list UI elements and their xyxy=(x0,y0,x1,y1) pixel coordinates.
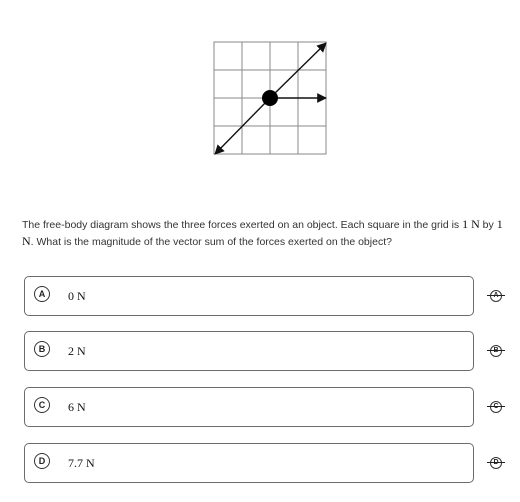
answer-choice-a[interactable] xyxy=(24,276,474,316)
answer-choice-c[interactable] xyxy=(24,387,474,427)
question-text xyxy=(22,216,517,250)
grid-unit-height: 1 N xyxy=(22,217,503,248)
grid-unit-width: 1 N xyxy=(462,217,480,231)
free-body-diagram xyxy=(208,36,336,164)
eliminate-choice-b-button[interactable] xyxy=(487,344,505,358)
eliminate-choice-d-button[interactable] xyxy=(487,456,505,470)
answer-choice-b[interactable] xyxy=(24,331,474,371)
answer-choice-d[interactable] xyxy=(24,443,474,483)
strike-line xyxy=(487,295,505,296)
strike-line xyxy=(487,406,505,407)
strike-line xyxy=(487,350,505,351)
eliminate-choice-a-button[interactable] xyxy=(487,289,505,303)
strike-line xyxy=(487,462,505,463)
choice-letter-icon: A xyxy=(34,286,50,302)
eliminate-choice-c-button[interactable] xyxy=(487,400,505,414)
question-text-part: by xyxy=(479,219,497,231)
question-text-part: . What is the magnitude of the vector sum of the forces exerted on the object? xyxy=(30,236,392,248)
choice-letter-icon: D xyxy=(34,453,50,469)
choice-letter-icon: C xyxy=(34,397,50,413)
choice-value: 6 N xyxy=(68,400,86,414)
question-text-part: The free-body diagram shows the three forces exerted on an object. Each square in the grid is xyxy=(22,219,463,231)
object-dot xyxy=(262,90,278,106)
choice-letter-icon: B xyxy=(34,341,50,357)
choice-value: 2 N xyxy=(68,344,86,358)
choice-value: 0 N xyxy=(68,289,86,303)
choice-value: 7.7 N xyxy=(68,456,95,470)
